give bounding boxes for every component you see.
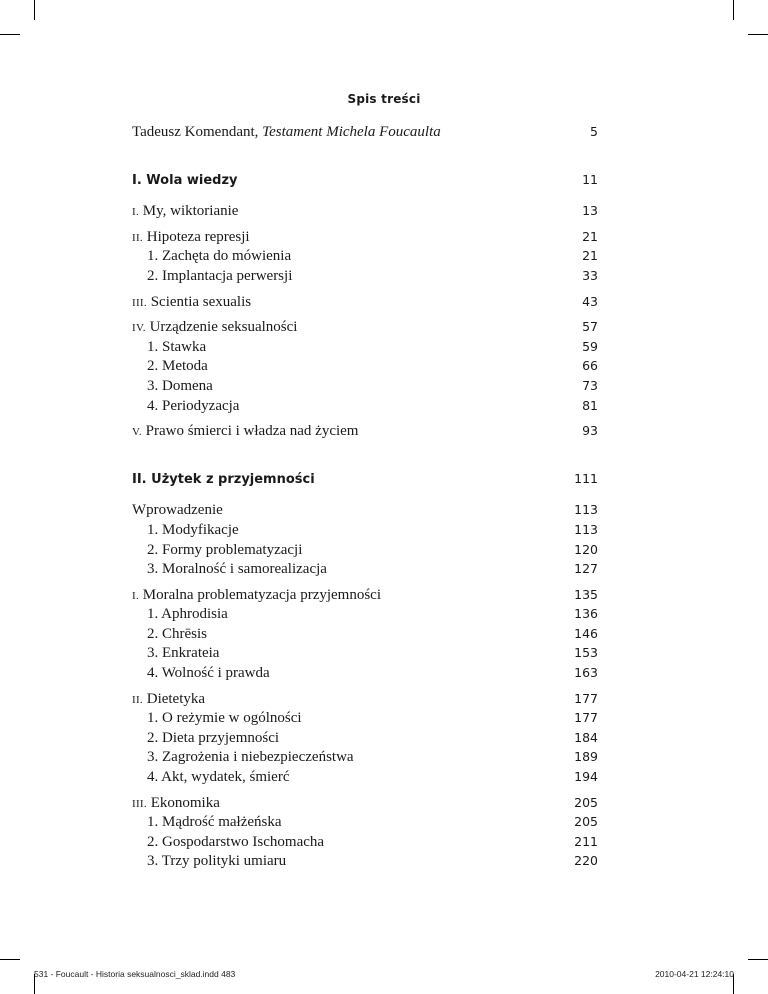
page-number: 57: [582, 319, 598, 335]
page-number: 163: [574, 665, 598, 681]
page-number: 33: [582, 267, 598, 283]
page-number: 81: [582, 397, 598, 413]
chapter-row: [132, 319, 598, 339]
page-number: 135: [574, 586, 598, 602]
page-number: 136: [574, 606, 598, 622]
chapter-row: [132, 502, 598, 522]
page-title: Spis treści: [347, 92, 421, 106]
page-number: 153: [574, 645, 598, 661]
print-footer-file: 531 - Foucault - Historia seksualnosci_sklad.indd 483: [34, 969, 236, 979]
section-title: 2. Formy problematyzacji: [147, 541, 303, 558]
page-number: 11: [582, 171, 598, 187]
chapter-number: I.: [132, 206, 140, 219]
chapter-number: II.: [132, 693, 143, 706]
page-number: 113: [574, 502, 598, 518]
section-row: [132, 749, 598, 769]
chapter-title: Prawo śmierci i władza nad życiem: [145, 423, 359, 440]
chapter-row: [132, 795, 598, 815]
toc-intro: [132, 124, 598, 144]
page-number: 189: [574, 749, 598, 765]
intro-work: Testament Michela Foucaulta: [262, 124, 441, 140]
page-number: 205: [574, 794, 598, 810]
chapter-title: Wprowadzenie: [132, 502, 223, 519]
chapter-row: [132, 691, 598, 711]
section-row: [132, 542, 598, 562]
page-number: 66: [582, 358, 598, 374]
section-title: 4. Akt, wydatek, śmierć: [147, 769, 290, 786]
part-title: II. Użytek z przyjemności: [132, 471, 315, 487]
chapter-number: III.: [132, 797, 147, 810]
crop-mark: [0, 34, 20, 35]
part-heading: [132, 471, 598, 491]
crop-mark: [34, 0, 35, 20]
section-title: 1. Aphrodisia: [147, 606, 228, 623]
page-number: 113: [574, 521, 598, 537]
section-row: [132, 769, 598, 789]
section-title: 2. Chrēsis: [147, 625, 207, 642]
section-row: [132, 814, 598, 834]
section-row: [132, 358, 598, 378]
section-title: 2. Implantacja perwersji: [147, 267, 293, 284]
intro-author: Tadeusz Komendant,: [132, 124, 263, 140]
page-number: 211: [574, 833, 598, 849]
chapter-title: Dietetyka: [146, 690, 206, 707]
crop-mark: [748, 34, 768, 35]
page-number: 21: [582, 248, 598, 264]
section-row: [132, 834, 598, 854]
section-row: [132, 248, 598, 268]
crop-mark: [733, 0, 734, 20]
section-title: 2. Metoda: [147, 358, 208, 375]
page-number: 93: [582, 423, 598, 439]
page-number: 21: [582, 228, 598, 244]
section-row: [132, 730, 598, 750]
chapter-number: V.: [132, 426, 142, 439]
section-row: [132, 853, 598, 873]
section-row: [132, 398, 598, 418]
chapter-row: [132, 229, 598, 249]
section-row: [132, 665, 598, 685]
section-title: 4. Wolność i prawda: [147, 665, 270, 682]
crop-mark: [0, 959, 20, 960]
chapter-title: Scientia sexualis: [150, 293, 252, 310]
chapter-number: I.: [132, 589, 140, 602]
page-number: 177: [574, 710, 598, 726]
chapter-row: [132, 587, 598, 607]
section-title: 3. Enkrateia: [147, 645, 220, 662]
section-title: 1. Mądrość małżeńska: [147, 814, 282, 831]
section-row: [132, 378, 598, 398]
chapter-row: [132, 294, 598, 314]
page-number: 205: [574, 814, 598, 830]
section-title: 1. Zachęta do mówienia: [147, 248, 292, 265]
part-title: I. Wola wiedzy: [132, 172, 238, 188]
section-title: 2. Dieta przyjemności: [147, 729, 280, 746]
page-number: 73: [582, 377, 598, 393]
section-row: [132, 626, 598, 646]
chapter-number: III.: [132, 296, 147, 309]
chapter-row: [132, 203, 598, 223]
chapter-title: Moralna problematyzacja przyjemności: [142, 586, 382, 603]
section-title: 3. Trzy polityki umiaru: [147, 853, 287, 870]
section-title: 3. Moralność i samorealizacja: [147, 561, 327, 578]
section-title: 2. Gospodarstwo Ischomacha: [147, 833, 325, 850]
section-row: [132, 710, 598, 730]
chapter-title: Ekonomika: [150, 794, 220, 811]
chapter-title: Urządzenie seksualności: [149, 319, 298, 336]
crop-mark: [748, 959, 768, 960]
page-number: 59: [582, 338, 598, 354]
part-heading: [132, 172, 598, 192]
section-title: 3. Zagrożenia i niebezpieczeństwa: [147, 749, 354, 766]
page-number: 146: [574, 625, 598, 641]
page-number: 127: [574, 561, 598, 577]
page-number: 43: [582, 293, 598, 309]
chapter-title: My, wiktorianie: [142, 203, 239, 220]
table-of-contents: [132, 124, 598, 873]
page-number: 120: [574, 541, 598, 557]
section-row: [132, 522, 598, 542]
section-row: [132, 561, 598, 581]
section-row: [132, 645, 598, 665]
chapter-number: II.: [132, 231, 143, 244]
section-title: 3. Domena: [147, 377, 213, 394]
chapter-row: [132, 423, 598, 443]
page-number: 194: [574, 769, 598, 785]
page-number: 111: [574, 470, 598, 486]
chapter-title: Hipoteza represji: [146, 228, 250, 245]
section-title: 1. O reżymie w ogólności: [147, 710, 302, 727]
chapter-number: IV.: [132, 322, 146, 335]
section-row: [132, 606, 598, 626]
section-row: [132, 339, 598, 359]
page-number: 220: [574, 853, 598, 869]
section-title: 4. Periodyzacja: [147, 397, 240, 414]
section-row: [132, 268, 598, 288]
page-number: 184: [574, 729, 598, 745]
page-number: 13: [582, 203, 598, 219]
print-footer-timestamp: 2010-04-21 12:24:10: [655, 969, 734, 979]
page-number: 5: [590, 124, 598, 139]
page-number: 177: [574, 690, 598, 706]
section-title: 1. Stawka: [147, 338, 207, 355]
section-title: 1. Modyfikacje: [147, 521, 239, 538]
